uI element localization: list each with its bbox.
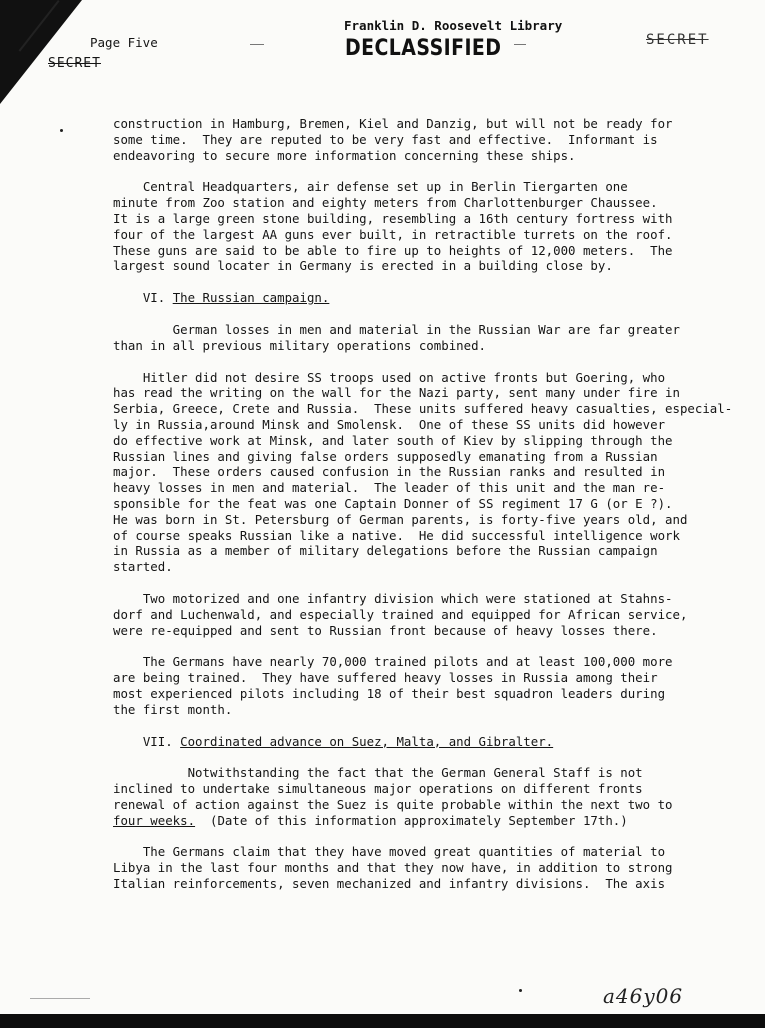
classification-marking-right: SECRET: [646, 32, 709, 48]
text-line: major. These orders caused confusion in the Russian ranks and resulted in: [113, 464, 666, 480]
text-line: minute from Zoo station and eighty meters from Charlottenburger Chaussee.: [113, 195, 658, 211]
text-line: Russian lines and giving false orders supposedly emanating from a Russian: [113, 448, 658, 464]
text-line: four of the largest AA guns ever built, in retractible turrets on the roof.: [113, 226, 673, 242]
text-line: The Germans claim that they have moved great quantities of material to: [113, 844, 666, 860]
text-line: Central Headquarters, air defense set up in Berlin Tiergarten one: [113, 179, 628, 195]
paragraph: [113, 116, 753, 163]
document-body: [113, 116, 753, 892]
text-line: renewal of action against the Suez is quite probable within the next two to: [113, 796, 673, 812]
section-number: VI.: [113, 290, 173, 306]
text-line: [113, 813, 753, 829]
text-line: Libya in the last four months and that they now have, in addition to strong: [113, 860, 673, 876]
page-number-label: Page Five: [90, 35, 158, 50]
section-heading-vi: [113, 290, 753, 306]
text-line: dorf and Luchenwald, and especially trained and equipped for African service,: [113, 606, 688, 622]
margin-speck: [519, 989, 522, 992]
stray-mark: [30, 998, 90, 999]
text-line: It is a large green stone building, resembling a 16th century fortress with: [113, 210, 673, 226]
section-number: VII.: [113, 733, 181, 749]
paragraph: [113, 765, 753, 828]
text-line: These guns are said to be able to fire up to heights of 12,000 meters. The: [113, 242, 673, 258]
classification-marking-left: SECRET: [48, 56, 101, 71]
stray-mark: [250, 44, 264, 45]
paragraph: [113, 591, 753, 638]
paragraph: [113, 179, 753, 274]
text-line: German losses in men and material in the Russian War are far greater: [113, 321, 680, 337]
section-title: The Russian campaign.: [172, 290, 330, 306]
text-line: ly in Russia,around Minsk and Smolensk. One of these SS units did however: [113, 416, 666, 432]
library-stamp: Franklin D. Roosevelt Library: [344, 18, 563, 33]
text-line: Serbia, Greece, Crete and Russia. These units suffered heavy casualties, especial-: [113, 401, 733, 417]
handwritten-note: a46y06: [603, 984, 684, 1008]
text-line: some time. They are reputed to be very fast and effective. Informant is: [113, 131, 658, 147]
text-line: started.: [113, 559, 173, 575]
text-line: heavy losses in men and material. The leader of this unit and the man re-: [113, 480, 666, 496]
paragraph: [113, 370, 753, 575]
text-line: Hitler did not desire SS troops used on active fronts but Goering, who: [113, 369, 666, 385]
text-line: most experienced pilots including 18 of their best squadron leaders during: [113, 685, 666, 701]
text-line: largest sound locater in Germany is erected in a building close by.: [113, 258, 613, 274]
section-title: Coordinated advance on Suez, Malta, and Gibralter.: [180, 733, 554, 749]
page-corner-fold: [0, 0, 82, 104]
text-line: has read the writing on the wall for the Nazi party, sent many under fire in: [113, 385, 680, 401]
text-line: The Germans have nearly 70,000 trained pilots and at least 100,000 more: [113, 654, 673, 670]
text-line: inclined to undertake simultaneous major operations on different fronts: [113, 781, 643, 797]
text-line: were re-equipped and sent to Russian front because of heavy losses there.: [113, 622, 658, 638]
declassified-stamp: DECLASSIFIED: [345, 36, 502, 61]
text-line: than in all previous military operations combined.: [113, 337, 486, 353]
text-line: construction in Hamburg, Bremen, Kiel and Danzig, but will not be ready for: [113, 116, 673, 131]
stray-mark: [514, 44, 526, 45]
text-line: do effective work at Minsk, and later south of Kiev by slipping through the: [113, 432, 673, 448]
paragraph: [113, 654, 753, 717]
paragraph: [113, 844, 753, 891]
text-line: Italian reinforcements, seven mechanized and infantry divisions. The axis: [113, 876, 666, 892]
text-line: the first month.: [113, 701, 233, 717]
scan-edge-bar: [0, 1014, 765, 1028]
text-line: He was born in St. Petersburg of German parents, is forty-five years old, and: [113, 511, 688, 527]
text-line: sponsible for the feat was one Captain Donner of SS regiment 17 G (or E ?).: [113, 495, 673, 511]
text-line: endeavoring to secure more information concerning these ships.: [113, 147, 576, 163]
paragraph: [113, 322, 753, 354]
text-line: Notwithstanding the fact that the German General Staff is not: [113, 765, 643, 781]
text-line: Two motorized and one infantry division which were stationed at Stahns-: [113, 590, 673, 606]
text-line: of course speaks Russian like a native. He did successful intelligence work: [113, 527, 680, 543]
underlined-phrase: four weeks.: [113, 812, 196, 828]
text-line: in Russia as a member of military delegations before the Russian campaign: [113, 543, 658, 559]
text-line: are being trained. They have suffered heavy losses in Russia among their: [113, 670, 658, 686]
text-fragment: (Date of this information approximately September 17th.): [195, 812, 628, 828]
margin-speck: [60, 129, 63, 132]
section-heading-vii: [113, 734, 753, 750]
